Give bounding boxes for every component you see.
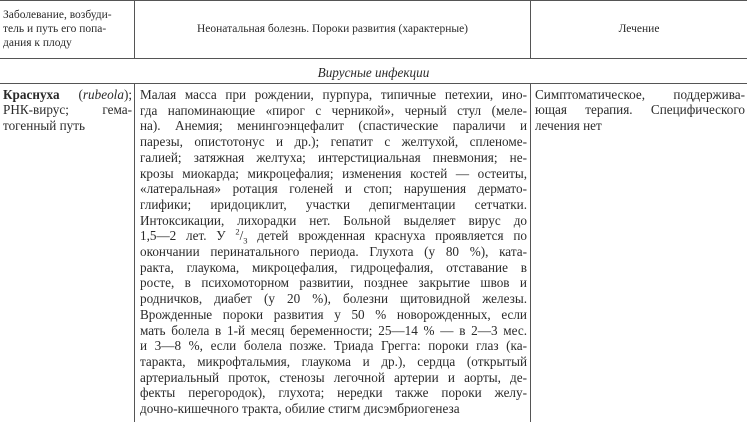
- section-bottom-rule: [0, 83, 747, 84]
- treatment-line: лечения нет: [535, 117, 602, 133]
- description-line: родничков, диабет (у 20 %), болезни щитовидной железы.: [140, 291, 527, 307]
- description-line: галией; затяжная желтуха; интерстициальная пневмония; не-: [140, 149, 527, 165]
- body-divider-1: [134, 83, 135, 422]
- pathogen-line: тогенный путь: [3, 117, 86, 133]
- header-symptoms-column: [135, 0, 530, 58]
- description-cell: [140, 87, 527, 417]
- description-line: фекты перегородок), глухота; нередки также пороки желу-: [140, 385, 527, 401]
- description-line: росте, в психомоторном развитии, позднее закрытие швов и: [140, 275, 527, 291]
- fraction-suffix: детей врожденная краснуха проявляется по: [247, 228, 527, 244]
- disease-latin: rubeola: [82, 87, 124, 102]
- description-line: на). Анемия; менингоэнцефалит (спастические параличи и: [140, 118, 527, 134]
- description-line: ракта, глаукома, микроцефалия, гидроцефалия, отставание в: [140, 259, 527, 275]
- description-line: «латеральная» ротация голеней и стоп; нарушения дермато-: [140, 181, 527, 197]
- description-line: крозы миокарда; микроцефалия; изменения костей — остеиты,: [140, 165, 527, 181]
- pathogen-line: РНК-вирус; гема-: [3, 102, 132, 118]
- header-col3-text: Лечение: [618, 23, 660, 35]
- header-divider-2: [530, 0, 531, 58]
- description-line: окончании перинатального периода. Глухота (у 80 %), ката-: [140, 244, 527, 260]
- treatment-line: Симптоматическое, поддержива-: [535, 87, 745, 102]
- description-line: и 3—8 %, если болела позже. Триада Грегга: пороки глаз (ка-: [140, 338, 527, 354]
- fraction-denominator: 3: [243, 235, 248, 246]
- header-col1-text: Заболевание, возбуди- тель и путь его попа- дания к плоду: [3, 9, 112, 49]
- header-divider-1: [134, 0, 135, 58]
- body-divider-2: [530, 83, 531, 422]
- disease-cell: [3, 87, 132, 133]
- description-line: Интоксикации, лихорадки нет. Больной выделяет вирус до: [140, 212, 527, 228]
- fraction-prefix: 1,5—2 лет. У: [140, 228, 236, 244]
- fraction-slash: /: [239, 228, 244, 244]
- description-line: Врожденные пороки развития у 50 % новорожденных, если: [140, 306, 527, 322]
- description-line-fraction: [140, 228, 527, 244]
- description-line: парезы, опистотонус и др.); гепатит с желтухой, спленоме-: [140, 134, 527, 150]
- treatment-cell: [535, 87, 745, 133]
- description-line: артериальный проток, стенозы легочной артерии и аорты, де-: [140, 369, 527, 385]
- header-treatment-column: [531, 0, 747, 58]
- header-bottom-rule: [0, 58, 747, 59]
- description-line: таракта, микрофтальмия, глаукома и др.), сердца (открытый: [140, 353, 527, 369]
- section-title: Вирусные инфекции: [317, 65, 430, 80]
- disease-name: Краснуха: [3, 87, 60, 102]
- treatment-line: ющая терапия. Специфического: [535, 102, 745, 118]
- fraction-numerator: 2: [235, 226, 240, 237]
- header-col2-text: Неонатальная болезнь. Пороки развития (характерные): [196, 23, 469, 35]
- description-line: мать болела в 1-й месяц беременности; 25—14 % — в 2—3 мес.: [140, 322, 527, 338]
- description-line: гда напоминающие «пирог с черникой», черный стул (меле-: [140, 102, 527, 118]
- header-disease-column: [0, 0, 134, 58]
- description-line: Малая масса при рождении, пурпура, типичные петехии, ино-: [140, 87, 527, 102]
- description-line: дочно-кишечного тракта, обилие стигм дисэмбриогенеза: [140, 401, 460, 417]
- description-line: глифики; иридоциклит, участки депигментации сетчатки.: [140, 196, 527, 212]
- disease-name-line: Краснуха (rubeola);: [3, 87, 132, 102]
